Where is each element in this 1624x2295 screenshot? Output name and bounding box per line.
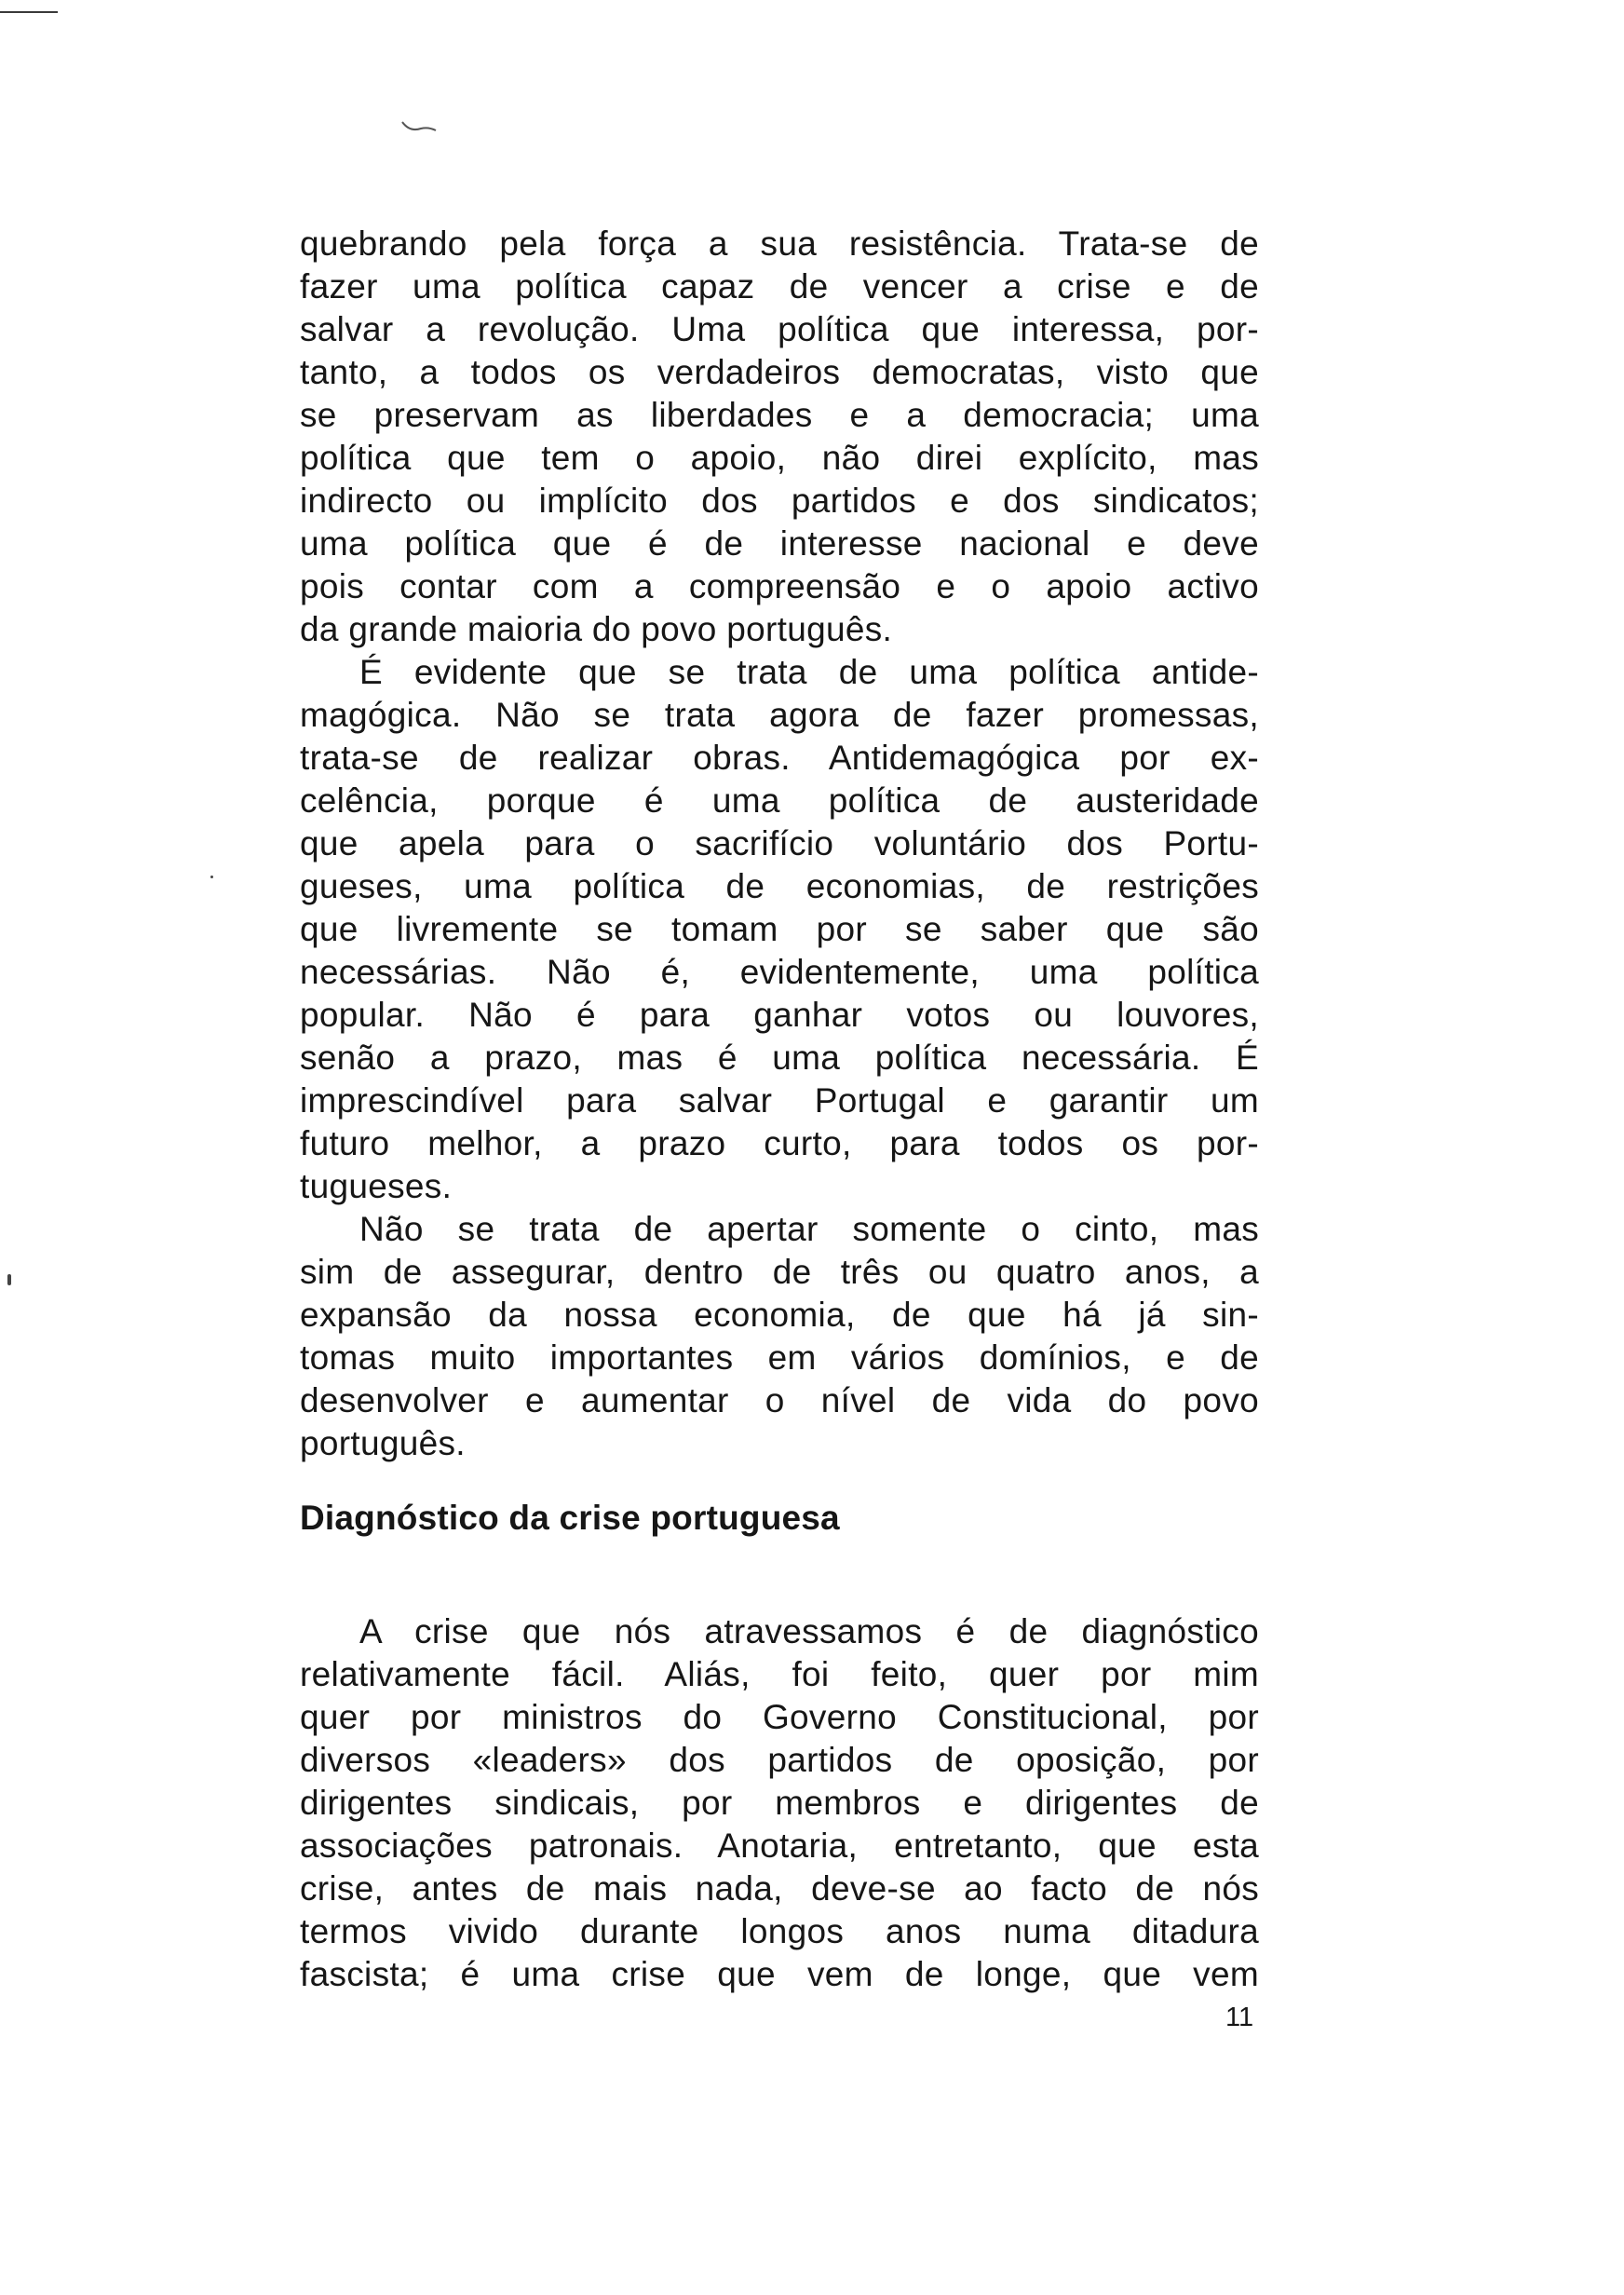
text-line: que apela para o sacrifício voluntário dos Portu-	[300, 824, 1259, 862]
text-line: desenvolver e aumentar o nível de vida do povo	[300, 1381, 1259, 1419]
text-line: dirigentes sindicais, por membros e dirigentes de	[300, 1784, 1259, 1822]
text-line: português.	[300, 1424, 466, 1462]
text-line: senão a prazo, mas é uma política necessária. É	[300, 1039, 1259, 1077]
text-line: celência, porque é uma política de austeridade	[300, 781, 1259, 820]
text-line: que livremente se tomam por se saber que são	[300, 910, 1259, 948]
text-line: É evidente que se trata de uma política antide-	[359, 653, 1259, 691]
text-line: tomas muito importantes em vários domínios, e de	[300, 1338, 1259, 1377]
text-line: política que tem o apoio, não direi explícito, mas	[300, 439, 1259, 477]
text-line: magógica. Não se trata agora de fazer promessas,	[300, 696, 1259, 734]
text-line: sim de assegurar, dentro de três ou quatro anos, a	[300, 1253, 1259, 1291]
text-line: gueses, uma política de economias, de restrições	[300, 867, 1259, 905]
scan-corner-mark	[0, 11, 58, 13]
text-line: popular. Não é para ganhar votos ou louvores,	[300, 996, 1259, 1034]
scan-mark-icon	[400, 119, 438, 136]
text-line: quebrando pela força a sua resistência. Trata-se de	[300, 224, 1259, 263]
text-line: indirecto ou implícito dos partidos e dos sindicatos;	[300, 482, 1259, 520]
text-line: A crise que nós atravessamos é de diagnóstico	[359, 1612, 1259, 1650]
text-line: da grande maioria do povo português.	[300, 610, 893, 648]
text-line: tugueses.	[300, 1167, 453, 1205]
text-line: imprescindível para salvar Portugal e garantir um	[300, 1081, 1259, 1120]
text-line: expansão da nossa economia, de que há já sin-	[300, 1296, 1259, 1334]
text-line: fascista; é uma crise que vem de longe, que vem	[300, 1955, 1259, 1993]
text-line: quer por ministros do Governo Constitucional, por	[300, 1698, 1259, 1736]
section-heading: Diagnóstico da crise portuguesa	[300, 1499, 840, 1537]
text-line: se preservam as liberdades e a democracia; uma	[300, 396, 1259, 434]
text-line: associações patronais. Anotaria, entretanto, que esta	[300, 1826, 1259, 1865]
page-number: 11	[1225, 2003, 1254, 2032]
text-line: salvar a revolução. Uma política que interessa, por-	[300, 310, 1259, 348]
text-line: futuro melhor, a prazo curto, para todos os por-	[300, 1124, 1259, 1162]
text-line: tanto, a todos os verdadeiros democratas, visto que	[300, 353, 1259, 391]
text-line: pois contar com a compreensão e o apoio activo	[300, 567, 1259, 605]
text-line: trata-se de realizar obras. Antidemagógica por ex-	[300, 739, 1259, 777]
text-line: uma política que é de interesse nacional e deve	[300, 524, 1259, 563]
text-line: fazer uma política capaz de vencer a crise e de	[300, 267, 1259, 306]
text-line: crise, antes de mais nada, deve-se ao facto de nós	[300, 1869, 1259, 1908]
text-line: termos vivido durante longos anos numa ditadura	[300, 1912, 1259, 1950]
text-line: relativamente fácil. Aliás, foi feito, quer por mim	[300, 1655, 1259, 1693]
text-line: diversos «leaders» dos partidos de oposição, por	[300, 1741, 1259, 1779]
text-line: necessárias. Não é, evidentemente, uma política	[300, 953, 1259, 991]
scan-speck	[210, 876, 213, 878]
text-line: Não se trata de apertar somente o cinto, mas	[359, 1210, 1259, 1248]
scan-speck	[7, 1274, 11, 1285]
